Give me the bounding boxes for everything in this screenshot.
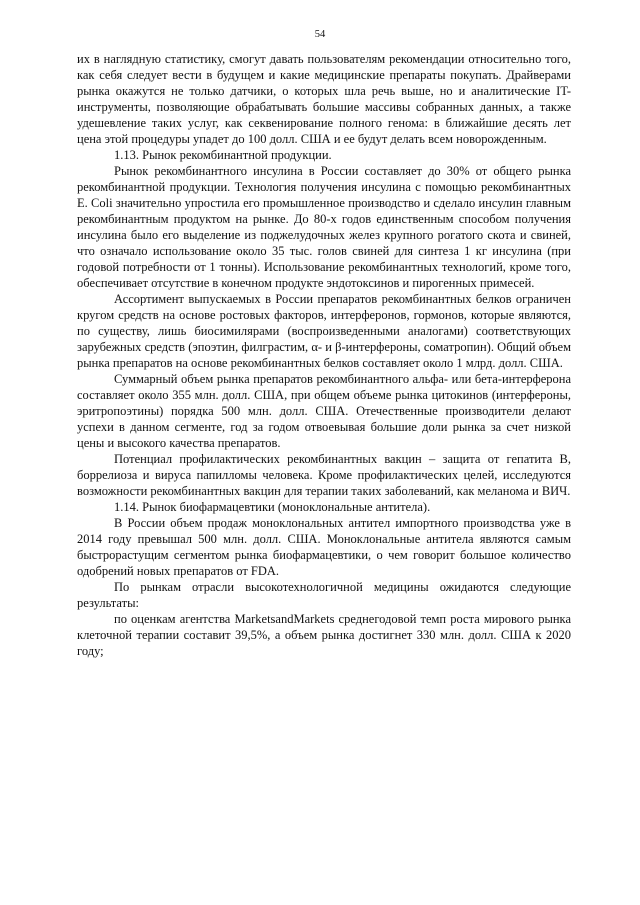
paragraph-monoclonal-antibodies: В России объем продаж моноклональных антител импортного производства уже в 2014 году превышал 500 млн. долл. США. Моноклональные антитела являются самым быстрорастущим сегментом рынка биофармацевтики, о чем говорит большое количество одобрений новых препаратов от FDA. [77,516,571,578]
paragraph-recombinant-insulin: Рынок рекомбинантного инсулина в России составляет до 30% от общего рынка рекомбинантной продукции. Технология получения инсулина с помощью рекомбинантных E. Coli значительно упростила его промышленное производство и сделало инсулин главным рекомбинантным продуктом на рынке. До 80-х годов единственным способом получения инсулина было его выделение из поджелудочных желез крупного рогатого скота и свиней, что означало использование около 35 тыс. голов свиней для синтеза 1 кг инсулина (при годовой потребности от 1 тонны). Использование рекомбинантных технологий, кроме того, обеспечивает отсутствие в конечном продукте эндотоксинов и пирогенных примесей. [77,164,571,290]
paragraph-expected-results: По рынкам отрасли высокотехнологичной медицины ожидаются следующие результаты: [77,580,571,610]
list-item-cell-therapy: по оценкам агентства MarketsandMarkets среднегодовой темп роста мирового рынка клеточной терапии составит 39,5%, а объем рынка достигнет 330 млн. долл. США к 2020 году; [77,612,571,658]
page-number: 54 [314,29,326,40]
section-heading-1-13: 1.13. Рынок рекомбинантной продукции. [114,148,332,162]
paragraph-interferon-market: Суммарный объем рынка препаратов рекомбинантного альфа- или бета-интерферона составляет около 355 млн. долл. США, при общем объеме рынка цитокинов (интерфероны, эритропоэтины) порядка 500 млн. долл. США. Отечественные производители делают успехи в данном сегменте, год за годом отвоевывая большие доли рынка за счет низкой цены и высокого качества препаратов. [77,372,571,450]
paragraph-recombinant-vaccines: Потенциал профилактических рекомбинантных вакцин – защита от гепатита B, боррелиоза и вируса папилломы человека. Кроме профилактических целей, исследуются возможности рекомбинантных вакцин для терапии таких заболеваний, как меланома и ВИЧ. [77,452,571,498]
paragraph-continuation: их в наглядную статистику, смогут давать пользователям рекомендации относительно того, как себя следует вести в будущем и какие медицинские препараты покупать. Драйверами рынка окажутся не только датчики, о которых шла речь выше, но и аналитические IT-инструменты, позволяющие обрабатывать большие массивы собранных данных, а также удешевление таких услуг, как секвенирование полного генома: в ближайшие десять лет цена этой процедуры упадет до 100 долл. США и ее будут делать всем новорожденным. [77,52,571,146]
body-text [77,51,571,659]
paragraph-recombinant-proteins: Ассортимент выпускаемых в России препаратов рекомбинантных белков ограничен кругом средств на основе ростовых факторов, интерферонов, гормонов, которые являются, по существу, лишь биосимилярами (воспроизведенными аналогами) соответствующих зарубежных средств (эпоэтин, филграстим, α- и β-интерфероны, соматропин). Общий объем рынка препаратов на основе рекомбинантных белков составляет около 1 млрд. долл. США. [77,292,571,370]
section-heading-1-14: 1.14. Рынок биофармацевтики (моноклональные антитела). [114,500,431,514]
